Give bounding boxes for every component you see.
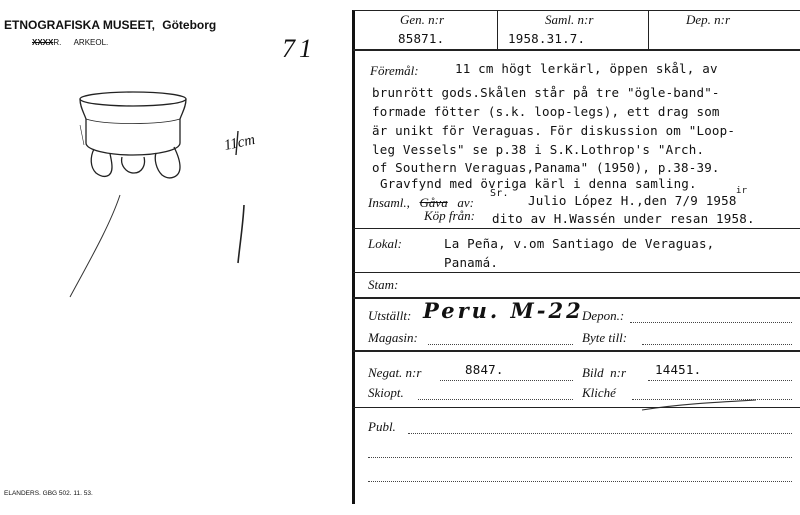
av-label: av:	[457, 195, 474, 210]
rule-after-lokal	[353, 272, 800, 273]
bild-line	[648, 380, 792, 381]
foremal-line-7: Gravfynd med övriga kärl i denna samling.	[380, 176, 697, 191]
lokal-label: Lokal:	[368, 236, 402, 251]
publ-line-2	[368, 457, 792, 458]
saml-value: 1958.31.7.	[508, 31, 586, 46]
bild-label: Bild n:r	[582, 365, 627, 380]
pencil-stroke	[640, 398, 760, 414]
header-divider-1	[497, 10, 498, 49]
kop-label: Köp från:	[424, 208, 475, 223]
foremal-line-4: är unikt för Veraguas. För diskussion om "Loop-	[372, 123, 736, 138]
header-top-rule	[353, 10, 800, 11]
foremal-line-5: leg Vessels" se p.38 i S.K.Lothrop's "Arch.	[372, 142, 705, 157]
foremal-line-1: 11 cm högt lerkärl, öppen skål, av	[455, 61, 718, 76]
gen-label: Gen. n:r	[400, 12, 445, 27]
foremal-line-3: formade fötter (s.k. loop-legs), ett drag som	[372, 104, 720, 119]
card-divider	[352, 10, 355, 504]
publ-line	[408, 433, 792, 434]
dep-label: Dep. n:r	[686, 12, 731, 27]
insaml-label: Insaml.,	[368, 195, 410, 210]
lokal-line-1: La Peña, v.om Santiago de Veraguas,	[444, 236, 715, 251]
insaml-superscript: ir	[736, 186, 748, 196]
vessel-sketch	[60, 85, 320, 315]
department-line	[32, 38, 108, 47]
header-divider-2	[648, 10, 649, 49]
printer-imprint: ELANDERS. GBG 502. 11. 53.	[4, 490, 93, 497]
sketch-size-note: 11cm	[222, 131, 257, 155]
handwritten-catalog-number: 71	[282, 34, 316, 63]
publ-line-3	[368, 481, 792, 482]
magasin-line	[428, 344, 573, 345]
publ-label: Publ.	[368, 419, 396, 434]
rule-after-kliche	[353, 407, 800, 408]
utstallt-value: Peru. M-22	[423, 298, 584, 323]
header-bottom-rule	[353, 49, 800, 51]
negat-label: Negat. n:r	[368, 365, 422, 380]
saml-label: Saml. n:r	[545, 12, 594, 27]
byte-label: Byte till:	[582, 330, 628, 345]
lokal-line-2: Panamá.	[444, 255, 499, 270]
depon-line	[630, 322, 792, 323]
negat-line	[440, 380, 573, 381]
museum-name: ETNOGRAFISKA MUSEET,	[4, 18, 155, 32]
foremal-line-2: brunrött gods.Skålen står på tre "ögle-band"-	[372, 85, 720, 100]
skiopt-line	[418, 399, 573, 400]
kliche-label: Kliché	[582, 385, 616, 400]
magasin-label: Magasin:	[368, 330, 418, 345]
insaml-sr: Sr.	[490, 188, 509, 199]
kop-value: dito av H.Wassén under resan 1958.	[492, 211, 755, 226]
department-suffix: R.	[53, 38, 62, 47]
department-struck: XXXX	[32, 38, 54, 47]
insaml-value: Julio López H.,den 7/9 1958	[528, 193, 737, 208]
byte-line	[642, 344, 792, 345]
negat-value: 8847.	[465, 362, 504, 377]
foremal-label: Föremål:	[370, 63, 419, 78]
gen-value: 85871.	[398, 31, 445, 46]
utstallt-label: Utställt:	[368, 308, 412, 323]
stam-label: Stam:	[368, 277, 399, 292]
rule-after-magasin	[353, 350, 800, 352]
foremal-line-6: of Southern Veraguas,Panama" (1950), p.38-39.	[372, 160, 720, 175]
rule-after-kop	[353, 228, 800, 229]
gava-struck: Gåva	[419, 195, 448, 210]
depon-label: Depon.:	[582, 308, 625, 323]
museum-name-line	[4, 18, 216, 32]
museum-city: Göteborg	[162, 18, 217, 32]
skiopt-label: Skiopt.	[368, 385, 404, 400]
bild-value: 14451.	[655, 362, 702, 377]
department-name: ARKEOL.	[73, 38, 109, 47]
